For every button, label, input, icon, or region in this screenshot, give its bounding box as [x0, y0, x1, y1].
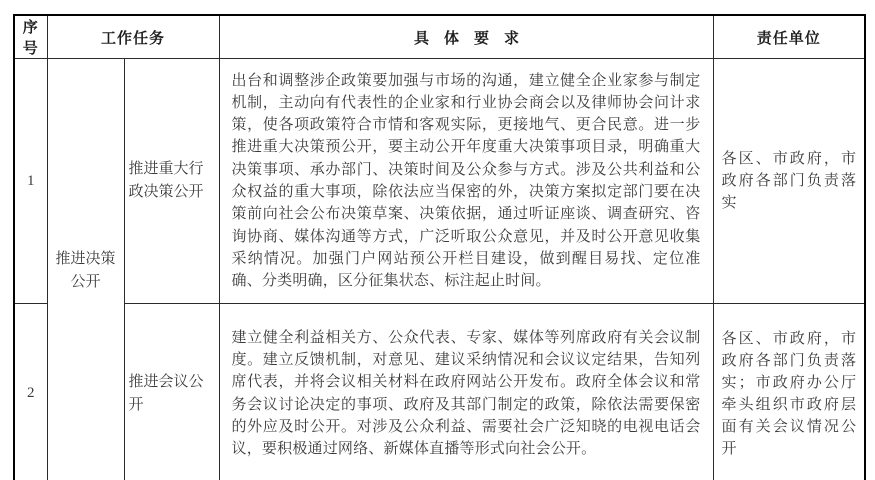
cell-serial-2: 2 [14, 304, 47, 480]
header-work-task: 工作任务 [47, 15, 219, 59]
task-table [13, 14, 866, 480]
header-responsible-unit: 责任单位 [713, 15, 865, 59]
table-row [14, 304, 865, 480]
cell-unit-2: 各区、市政府，市政府各部门负责落实；市政府办公厅牵头组织市政府层面有关会议情况公开 [713, 304, 865, 480]
table-header-row [14, 15, 865, 59]
cell-requirement-2: 建立健全利益相关方、公众代表、专家、媒体等列席政府有关会议制度。建立反馈机制，对意见、建议采纳情况和会议议定结果，告知列席代表，并将会议相关材料在政府网站公开发布。政府全体会议和常务会议讨论决定的事项、政府及其部门制定的政策，除依法需要保密的外应及时公开。对涉及公众利益、需要社会广泛知晓的电视电话会议，要积极通过网络、新媒体直播等形式向社会公开。 [219, 304, 713, 480]
cell-task-group: 推进决策公开 [47, 59, 124, 480]
cell-serial-1: 1 [14, 59, 47, 304]
cell-requirement-1: 出台和调整涉企政策要加强与市场的沟通，建立健全企业家参与制定机制，主动向有代表性的企业家和行业协会商会以及律师协会问计求策，使各项政策符合市情和客观实际，更接地气、更合民意。进一步推进重大决策预公开，要主动公开年度重大决策事项目录，明确重大决策事项、承办部门、决策时间及公众参与方式。涉及公共利益和公众权益的重大事项，除依法应当保密的外，决策方案拟定部门要在决策前向社会公布决策草案、决策依据，通过听证座谈、调查研究、咨询协商、媒体沟通等方式，广泛听取公众意见，并及时公开意见收集采纳情况。加强门户网站预公开栏目建设，做到醒目易找、定位准确、分类明确，区分征集状态、标注起止时间。 [219, 59, 713, 304]
cell-unit-1: 各区、市政府，市政府各部门负责落实 [713, 59, 865, 304]
header-serial-number: 序号 [14, 15, 47, 59]
table-row [14, 59, 865, 304]
cell-task-2: 推进会议公开 [124, 304, 219, 480]
header-specific-requirements: 具体要求 [219, 15, 713, 59]
cell-task-1: 推进重大行政决策公开 [124, 59, 219, 304]
